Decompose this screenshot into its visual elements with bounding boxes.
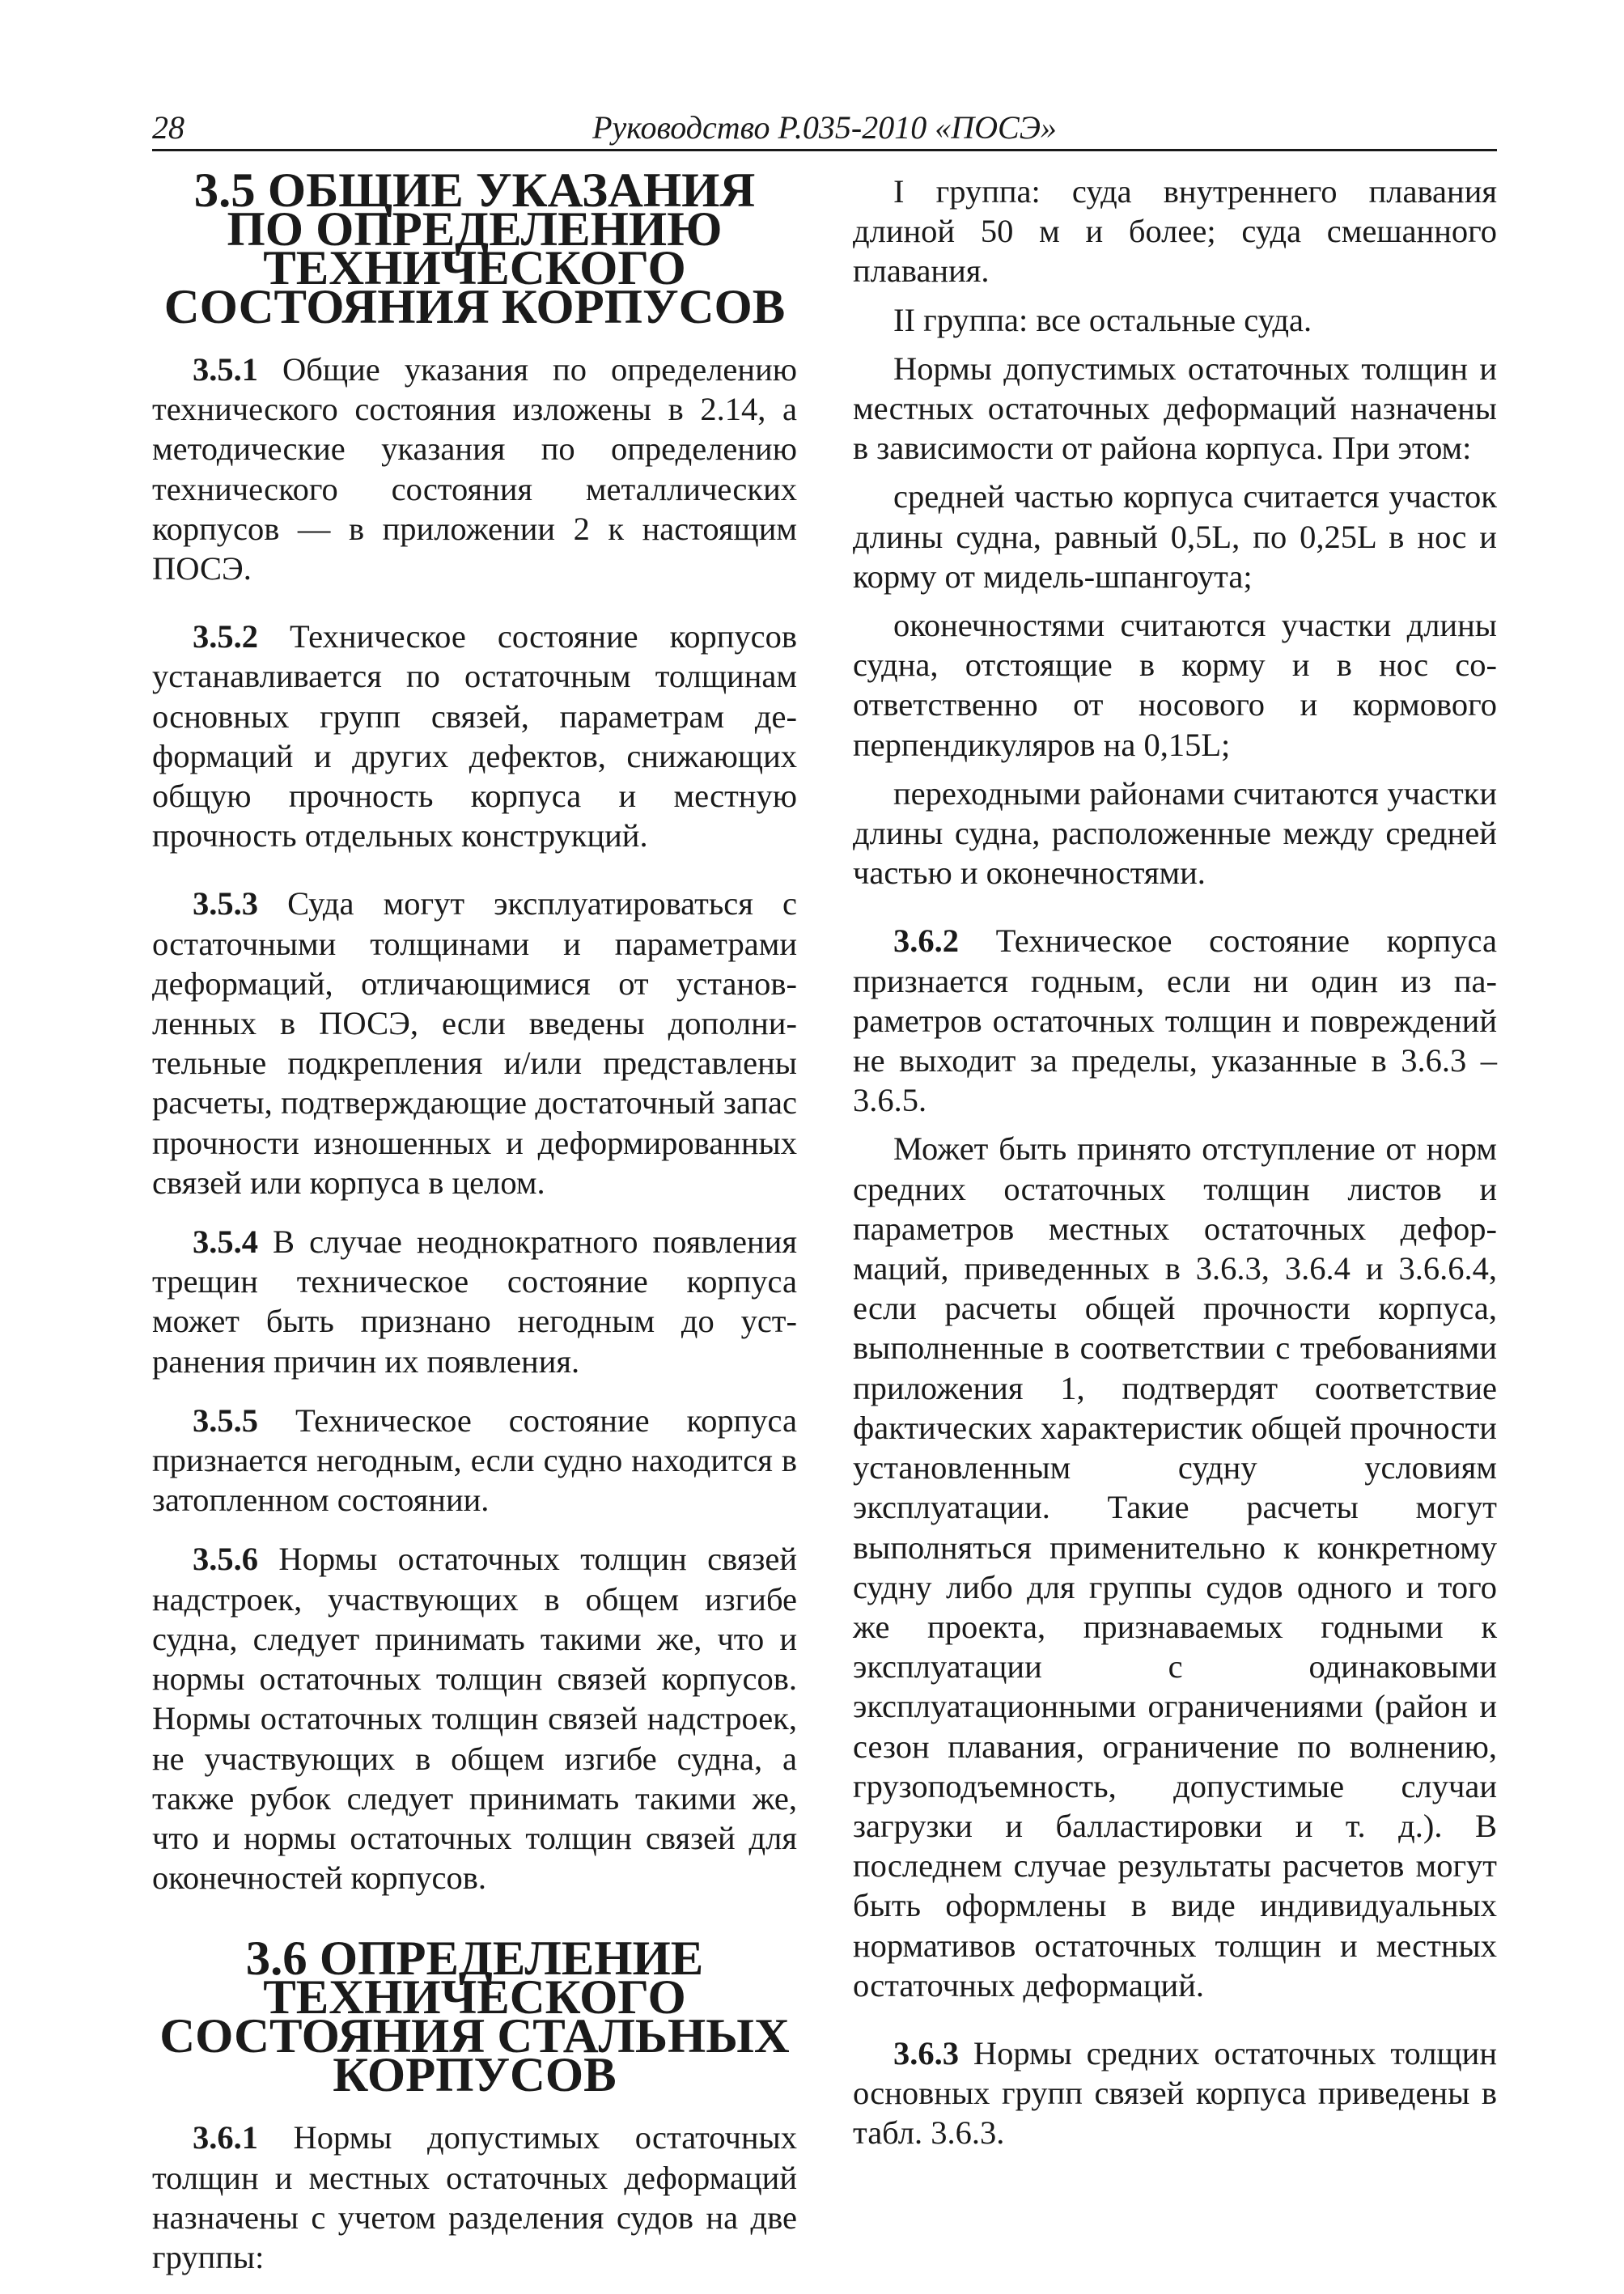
paragraph-midship: средней частью корпуса считается участок длины судна, равный 0,5L, по 0,25L в нос и корму от мидель-шпангоута; [853,478,1497,595]
paragraph-text: Общие указания по определению технического состояния изложены в 2.14, а методические указания по определению технического состояния металлических корпусов — в приложении 2 к настоящим ПОСЭ. [152,351,798,587]
paragraph-transition: переходными районами считаются участки длины судна, расположенные между средней частью и оконечностями. [853,774,1497,892]
item-number: 3.6.3 [893,2034,959,2071]
paragraph-group-1: I группа: суда внутреннего плавания длиной 50 м и более; суда смешанного плавания. [853,173,1497,290]
paragraph-3-5-3 [152,884,797,1202]
paragraph-text: Нормы средних остаточных толщин основных групп связей корпуса приведены в табл. 3.6.3. [853,2034,1497,2152]
paragraph-text: Нормы остаточных толщин связей надстроек, участвующих в общем изгибе судна, следует принимать такими же, что и нормы остаточных толщин связей корпусов. Нормы остаточных толщин связей надстроек, не участвующих в общем изгибе судна, а также рубок следует принимать такими же, что и нормы остаточных толщин связей для оконечностей корпусов. [152,1541,798,1897]
paragraph-3-5-5 [152,1401,797,1520]
paragraph-3-5-4 [152,1222,797,1381]
item-number: 3.6.2 [893,922,959,960]
section-heading-3-6 [152,1931,797,2103]
heading-line: 3.5 ОБЩИЕ УКАЗАНИЯ [193,163,756,218]
heading-line: СОСТОЯНИЯ СТАЛЬНЫХ КОРПУСОВ [159,2009,790,2103]
section-heading-3-5 [152,163,797,334]
page-header [152,107,1497,151]
paragraph-3-6-1 [152,2118,797,2277]
item-number: 3.5.4 [193,1223,258,1261]
paragraph-3-6-3 [853,2033,1497,2153]
paragraph-text: Техническое состояние корпуса признается годным, если ни один из параметров остаточных толщин и повреждений не выходит за пределы, указанные в 3.6.3 – 3.6.5. [853,922,1498,1119]
item-number: 3.5.1 [193,351,258,388]
paragraph-text: Техническое состояние корпусов устанавливается по остаточным толщинам основных групп связей, параметрам деформаций и других дефектов, снижающих общую прочность корпуса и местную прочность отдельных конструкций. [152,618,797,854]
heading-line: СОСТОЯНИЯ КОРПУСОВ [163,280,786,334]
item-number: 3.5.3 [193,885,258,922]
item-number: 3.5.2 [193,618,258,655]
heading-line: 3.6 ОПРЕДЕЛЕНИЕ ТЕХНИЧЕСКОГО [245,1931,704,2025]
paragraph-3-6-2 [853,921,1497,1120]
paragraph-extremities: оконечностями считаются участки длины судна, отстоящие в корму и в нос соответственно от носового и кормового перпендикуляров на 0,15L; [853,607,1497,763]
paragraph-3-5-6 [152,1539,797,1898]
item-number: 3.6.1 [193,2119,258,2156]
paragraph-text: В случае неоднократного появления трещин техническое состояние корпуса может быть признано негодным до устранения причин их появления. [152,1223,797,1380]
item-number: 3.5.6 [193,1541,258,1578]
paragraph-text: Техническое состояние корпуса признается негодным, если судно находится в затопленном состоянии. [152,1401,798,1519]
paragraph-deviation: Может быть принято отступление от норм средних остаточных толщин листов и параметров местных остаточных деформаций, приведенных в 3.6.3, 3.6.4 и 3.6.6.4, если расчеты общей прочности корпуса, выполненные в соответствии с требованиями приложения 1, подтвердят соответствие фактических характеристик общей прочности установленным судну условиям эксплуатации. Такие расчеты могут выполняться применительно к конкретному судну либо для группы судов одного и того же проекта, признаваемых годными к эксплуатации с одинаковыми эксплуатационными ограничениями (район и сезон плавания, ограничение по волнению, грузоподъемность, допустимые случаи загрузки и балластировки и т. д.). В последнем случае результаты расчетов могут быть оформлены в виде индивидуальных нормативов остаточных толщин и местных остаточных деформаций. [853,1130,1497,2004]
right-column [853,172,1497,2153]
heading-line: ПО ОПРЕДЕЛЕНИЮ ТЕХНИЧЕСКОГО [227,202,723,295]
paragraph-text: Суда могут эксплуатироваться с остаточными толщинами и параметрами деформаций, отличающимися от установленных в ПОСЭ, если введены дополнительные подкрепления и/или представлены расчеты, подтверждающие достаточный запас прочности изношенных и деформированных связей или корпуса в целом. [152,885,798,1201]
item-number: 3.5.5 [193,1401,258,1439]
left-column [152,163,798,2277]
paragraph-3-5-2 [152,617,797,855]
running-title: Руководство Р.035-2010 «ПОСЭ» [592,109,1057,146]
paragraph-norms-intro: Нормы допустимых остаточных толщин и местных остаточных деформаций назначены в зависимости от района корпуса. При этом: [853,350,1497,467]
page-number: 28 [152,109,184,146]
paragraph-3-5-1 [152,350,797,588]
paragraph-text: Нормы допустимых остаточных толщин и местных остаточных деформаций назначены с учетом разделения судов на две группы: [152,2119,798,2275]
paragraph-group-2: II группа: все остальные суда. [893,301,1312,338]
